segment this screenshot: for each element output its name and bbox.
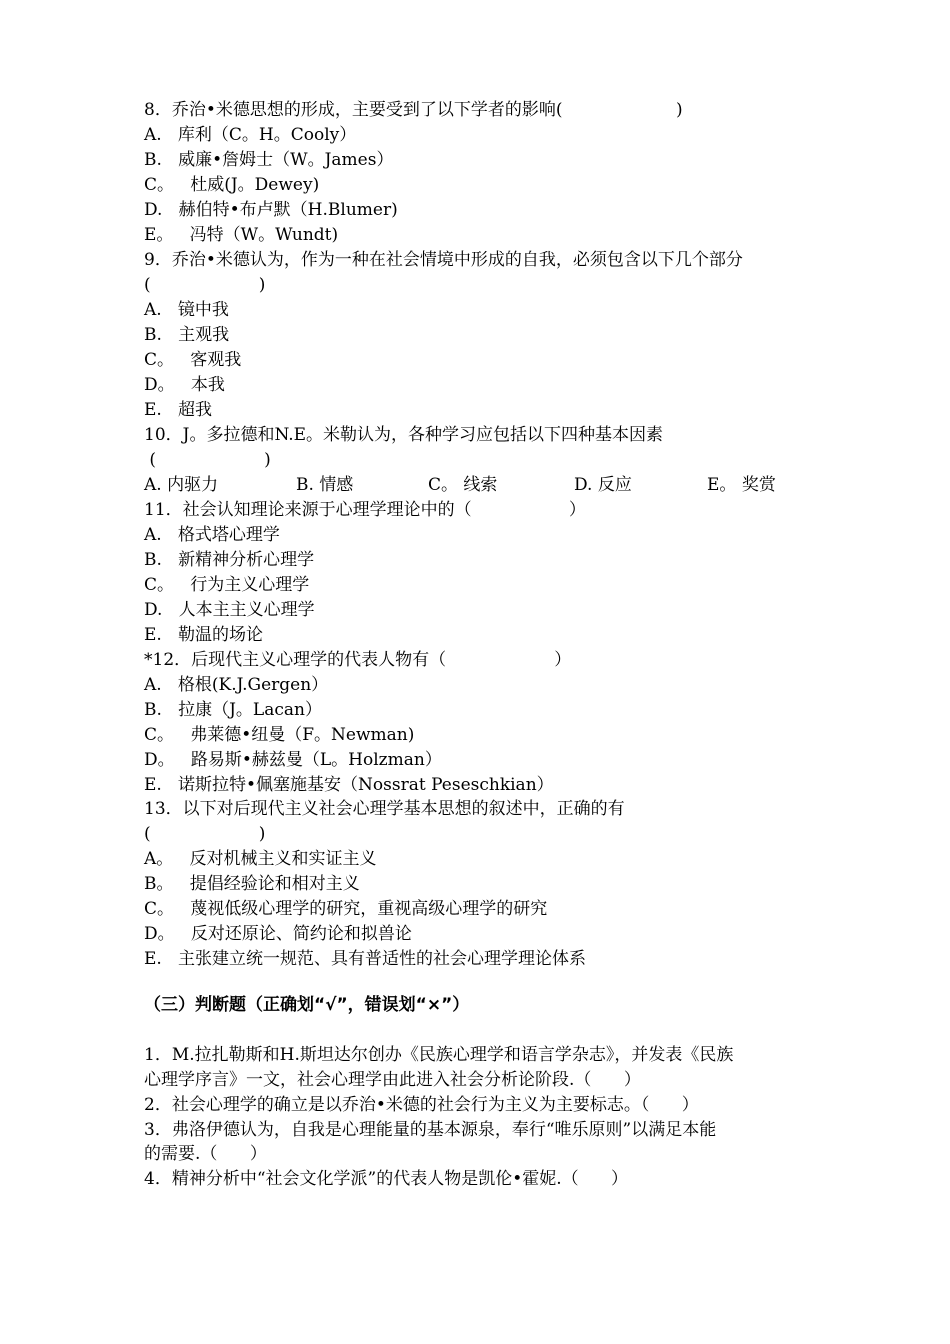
q9-option-c: C。 客观我	[144, 350, 242, 370]
question-9-stem: 9．乔治•米德认为，作为一种在社会情境中形成的自我，必须包含以下几个部分	[144, 250, 743, 270]
q10-option-c: C。 线索	[428, 475, 498, 495]
q9-option-a: A. 镜中我	[144, 300, 229, 320]
question-10-stem: 10．J。多拉德和N.E。米勒认为，各种学习应包括以下四种基本因素	[144, 425, 664, 445]
q11-option-c: C。 行为主义心理学	[144, 575, 310, 595]
q13-option-a: A。 反对机械主义和实证主义	[144, 849, 377, 869]
tf-item-1-line-1: 1．M.拉扎勒斯和H.斯坦达尔创办《民族心理学和语言学杂志》，并发表《民族	[144, 1045, 734, 1065]
tf-item-3-line-2: 的需要.（ ）	[144, 1144, 267, 1164]
q11-option-a: A. 格式塔心理学	[144, 525, 280, 545]
q9-option-b: B. 主观我	[144, 325, 230, 345]
q13-option-d: D。 反对还原论、简约论和拟兽论	[144, 924, 412, 944]
q11-option-b: B. 新精神分析心理学	[144, 550, 315, 570]
tf-item-3-line-1: 3．弗洛伊德认为，自我是心理能量的基本源泉，奉行“唯乐原则”以满足本能	[144, 1120, 717, 1140]
q10-option-d: D. 反应	[574, 475, 632, 495]
q12-option-b: B. 拉康（J。Lacan）	[144, 700, 322, 720]
question-11-stem: 11．社会认知理论来源于心理学理论中的（ ）	[144, 500, 586, 520]
question-13-blank: ( )	[144, 824, 266, 844]
q9-option-d: D。 本我	[144, 375, 225, 395]
q13-option-c: C。 蔑视低级心理学的研究，重视高级心理学的研究	[144, 899, 548, 919]
q12-option-c: C。 弗莱德•纽曼（F。Newman)	[144, 725, 415, 745]
q8-option-b: B. 威廉•詹姆士（W。James）	[144, 150, 394, 170]
q8-option-a: A. 库利（C。H。Cooly）	[144, 125, 357, 145]
q10-option-e: E。 奖赏	[707, 475, 776, 495]
question-8-stem: 8．乔治•米德思想的形成，主要受到了以下学者的影响( )	[144, 100, 683, 120]
q12-option-a: A. 格根(K.J.Gergen）	[144, 675, 329, 695]
q10-options-row	[144, 473, 824, 498]
question-13-stem: 13．以下对后现代主义社会心理学基本思想的叙述中，正确的有	[144, 799, 625, 819]
q8-option-d: D. 赫伯特•布卢默（H.Blumer)	[144, 200, 398, 220]
q13-option-e: E. 主张建立统一规范、具有普适性的社会心理学理论体系	[144, 949, 587, 969]
q10-option-b: B. 情感	[296, 475, 354, 495]
section-3-heading: （三）判断题（正确划“√”，错误划“×”）	[144, 995, 470, 1015]
tf-item-4: 4．精神分析中“社会文化学派”的代表人物是凯伦•霍妮.（ ）	[144, 1169, 629, 1189]
q9-option-e: E. 超我	[144, 400, 213, 420]
q11-option-e: E. 勒温的场论	[144, 625, 264, 645]
tf-item-2: 2．社会心理学的确立是以乔治•米德的社会行为主义为主要标志。（ ）	[144, 1095, 699, 1115]
q12-option-d: D。 路易斯•赫兹曼（L。Holzman）	[144, 750, 442, 770]
question-9-blank: ( )	[144, 275, 266, 295]
q13-option-b: B。 提倡经验论和相对主义	[144, 874, 360, 894]
tf-item-1-line-2: 心理学序言》一文，社会心理学由此进入社会分析论阶段.（ ）	[144, 1070, 641, 1090]
q12-option-e: E. 诺斯拉特•佩塞施基安（Nossrat Peseschkian）	[144, 775, 554, 795]
q8-option-c: C。 杜威(J。Dewey)	[144, 175, 320, 195]
q10-option-a: A. 内驱力	[144, 475, 219, 495]
question-10-blank: ( )	[144, 450, 271, 470]
q11-option-d: D. 人本主主义心理学	[144, 600, 315, 620]
q8-option-e: E。 冯特（W。Wundt)	[144, 225, 339, 245]
question-12-stem: *12．后现代主义心理学的代表人物有（ ）	[144, 650, 572, 670]
